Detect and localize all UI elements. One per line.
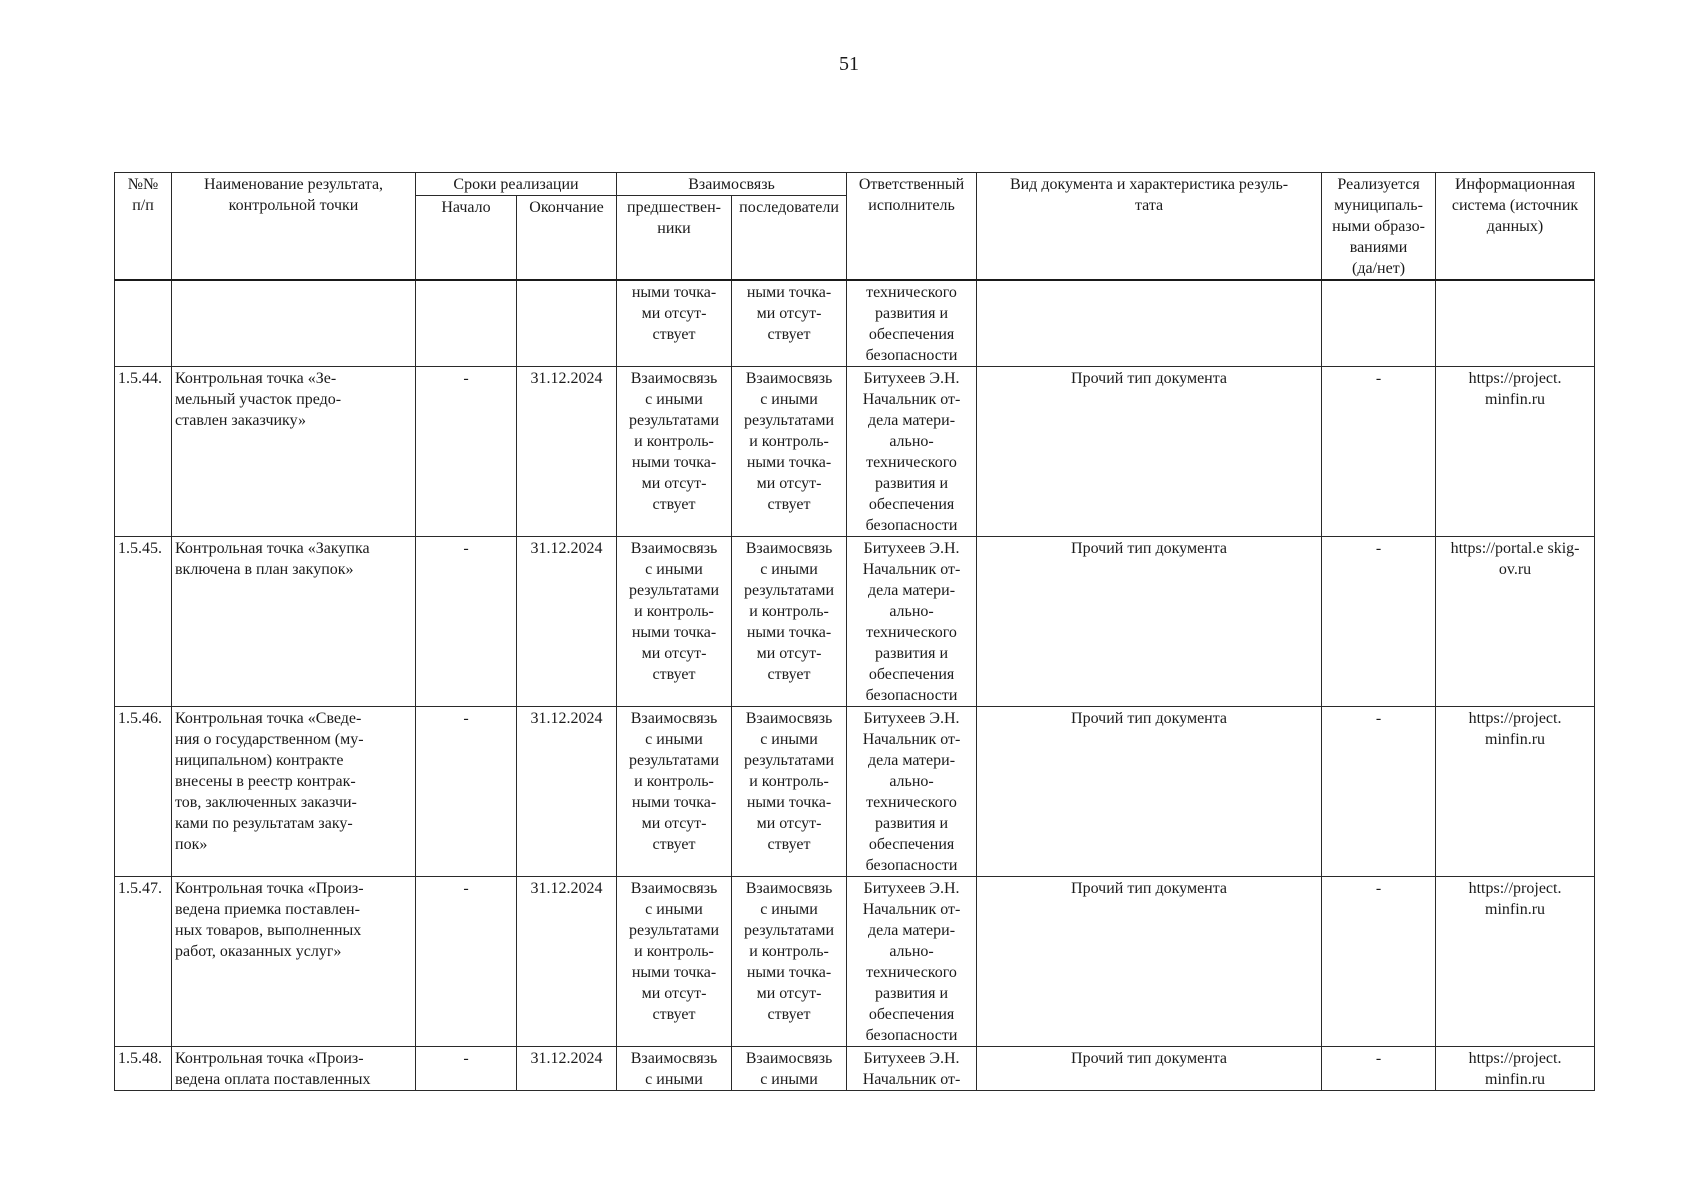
cell-responsible: технического развития и обеспечения безопасности (847, 280, 977, 367)
cell-info-system: https://portal.e skig- ov.ru (1436, 537, 1595, 707)
cell-info-system: https://project. minfin.ru (1436, 1047, 1595, 1091)
cell-successors: Взаимосвязь с иными результатами и контроль- ными точка- ми отсут- ствует (732, 537, 847, 707)
cell-predecessors: Взаимосвязь с иными результатами и контроль- ными точка- ми отсут- ствует (617, 537, 732, 707)
cell-predecessors: Взаимосвязь с иными результатами и контроль- ными точка- ми отсут- ствует (617, 877, 732, 1047)
cell-doc-type (977, 280, 1322, 367)
header-start: Начало (416, 196, 517, 280)
table-row (115, 367, 1595, 537)
cell-successors: ными точка- ми отсут- ствует (732, 280, 847, 367)
cell-end (517, 280, 617, 367)
cell-name: Контрольная точка «Произ- ведена приемка поставлен- ных товаров, выполненных работ, оказанных услуг» (172, 877, 416, 1047)
cell-num: 1.5.45. (115, 537, 172, 707)
cell-municipal: - (1322, 367, 1436, 537)
cell-start: - (416, 537, 517, 707)
cell-num: 1.5.47. (115, 877, 172, 1047)
cell-responsible: Битухеев Э.Н. Начальник от- (847, 1047, 977, 1091)
cell-responsible: Битухеев Э.Н. Начальник от- дела матери- ально- технического развития и обеспечения безопасности (847, 877, 977, 1047)
cell-start: - (416, 707, 517, 877)
table-header (115, 173, 1595, 281)
header-responsible: Ответственный исполнитель (847, 173, 977, 281)
cell-end: 31.12.2024 (517, 1047, 617, 1091)
cell-start: - (416, 877, 517, 1047)
header-predecessors: предшествен- ники (617, 196, 732, 280)
cell-municipal (1322, 280, 1436, 367)
cell-name (172, 280, 416, 367)
cell-municipal: - (1322, 1047, 1436, 1091)
header-num: №№ п/п (115, 173, 172, 281)
cell-predecessors: ными точка- ми отсут- ствует (617, 280, 732, 367)
cell-responsible: Битухеев Э.Н. Начальник от- дела матери- ально- технического развития и обеспечения безопасности (847, 707, 977, 877)
table-row (115, 877, 1595, 1047)
control-points-table (114, 172, 1595, 1091)
table-row (115, 707, 1595, 877)
cell-info-system: https://project. minfin.ru (1436, 877, 1595, 1047)
cell-start (416, 280, 517, 367)
table-row (115, 1047, 1595, 1091)
cell-info-system (1436, 280, 1595, 367)
table-row-continuation (115, 280, 1595, 367)
cell-name: Контрольная точка «Сведе- ния о государственном (му- ниципальном) контракте внесены в реестр контрак- тов, заключенных заказчи- ками по результатам заку- пок» (172, 707, 416, 877)
cell-num: 1.5.46. (115, 707, 172, 877)
cell-start: - (416, 367, 517, 537)
header-info-system: Информационная система (источник данных) (1436, 173, 1595, 281)
cell-info-system: https://project. minfin.ru (1436, 367, 1595, 537)
cell-municipal: - (1322, 707, 1436, 877)
header-successors: последователи (732, 196, 847, 280)
table-row (115, 537, 1595, 707)
header-name: Наименование результата, контрольной точки (172, 173, 416, 281)
cell-num: 1.5.48. (115, 1047, 172, 1091)
cell-name: Контрольная точка «Закупка включена в план закупок» (172, 537, 416, 707)
header-municipal: Реализуется муниципаль- ными образо- ваниями (да/нет) (1322, 173, 1436, 281)
cell-predecessors: Взаимосвязь с иными (617, 1047, 732, 1091)
header-relation: Взаимосвязь (617, 173, 847, 196)
cell-responsible: Битухеев Э.Н. Начальник от- дела матери- ально- технического развития и обеспечения безопасности (847, 367, 977, 537)
cell-end: 31.12.2024 (517, 707, 617, 877)
cell-predecessors: Взаимосвязь с иными результатами и контроль- ными точка- ми отсут- ствует (617, 367, 732, 537)
header-doc-type: Вид документа и характеристика резуль- тата (977, 173, 1322, 281)
cell-num: 1.5.44. (115, 367, 172, 537)
page-number: 51 (839, 53, 859, 75)
cell-name: Контрольная точка «Зе- мельный участок предо- ставлен заказчику» (172, 367, 416, 537)
cell-predecessors: Взаимосвязь с иными результатами и контроль- ными точка- ми отсут- ствует (617, 707, 732, 877)
cell-successors: Взаимосвязь с иными результатами и контроль- ными точка- ми отсут- ствует (732, 877, 847, 1047)
cell-doc-type: Прочий тип документа (977, 1047, 1322, 1091)
cell-start: - (416, 1047, 517, 1091)
cell-doc-type: Прочий тип документа (977, 877, 1322, 1047)
cell-end: 31.12.2024 (517, 367, 617, 537)
header-end: Окончание (517, 196, 617, 280)
cell-successors: Взаимосвязь с иными результатами и контроль- ными точка- ми отсут- ствует (732, 707, 847, 877)
header-terms: Сроки реализации (416, 173, 617, 196)
cell-successors: Взаимосвязь с иными результатами и контроль- ными точка- ми отсут- ствует (732, 367, 847, 537)
cell-municipal: - (1322, 537, 1436, 707)
cell-doc-type: Прочий тип документа (977, 537, 1322, 707)
cell-end: 31.12.2024 (517, 877, 617, 1047)
cell-successors: Взаимосвязь с иными (732, 1047, 847, 1091)
cell-doc-type: Прочий тип документа (977, 367, 1322, 537)
cell-end: 31.12.2024 (517, 537, 617, 707)
cell-municipal: - (1322, 877, 1436, 1047)
cell-info-system: https://project. minfin.ru (1436, 707, 1595, 877)
cell-responsible: Битухеев Э.Н. Начальник от- дела матери- ально- технического развития и обеспечения безопасности (847, 537, 977, 707)
cell-name: Контрольная точка «Произ- ведена оплата поставленных (172, 1047, 416, 1091)
cell-num (115, 280, 172, 367)
cell-doc-type: Прочий тип документа (977, 707, 1322, 877)
